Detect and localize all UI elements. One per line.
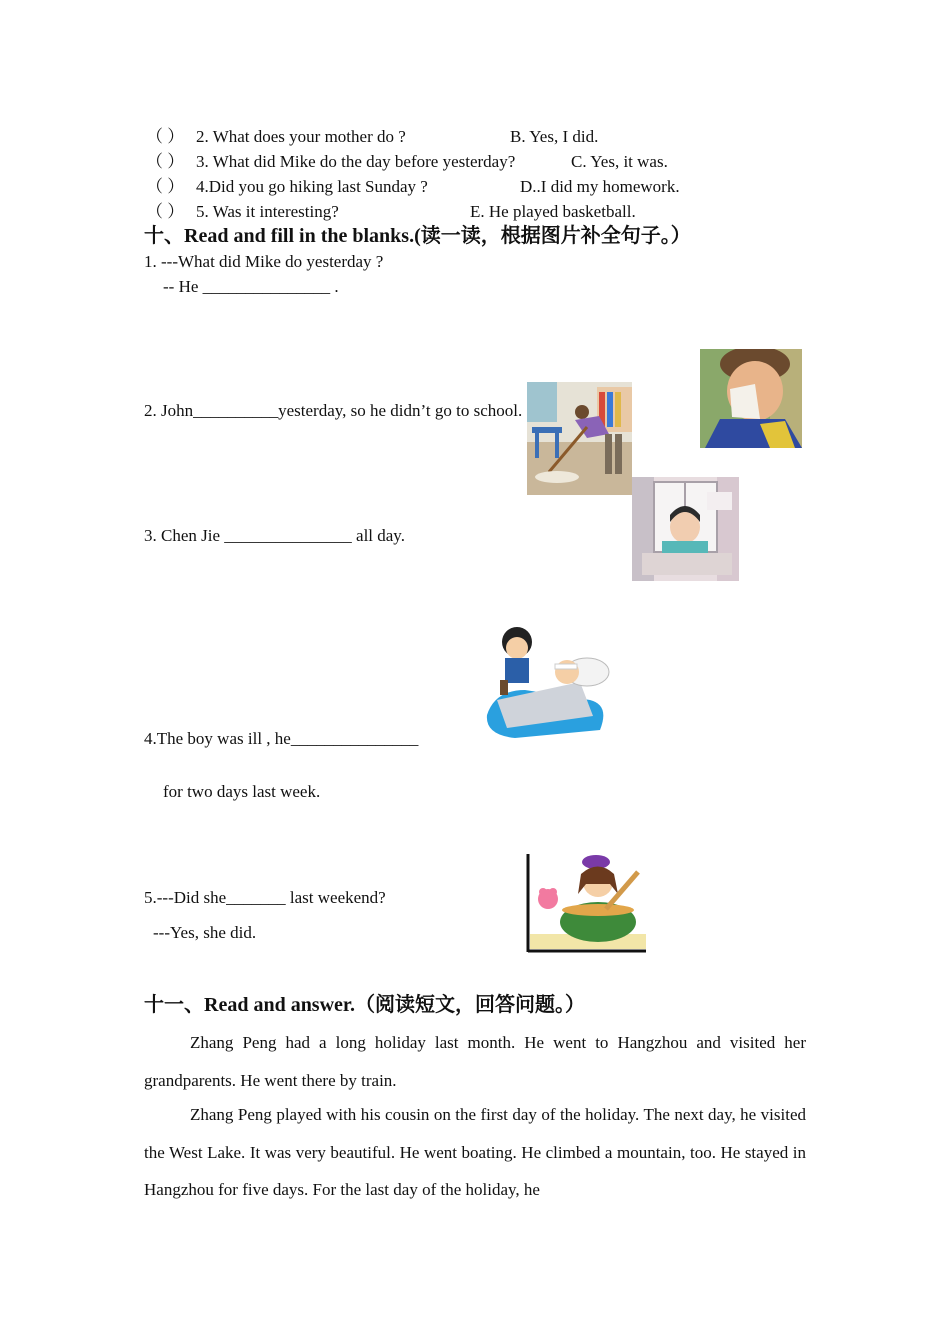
section-10-title: 十、Read and fill in the blanks.(读一读，根据图片补全句子。） xyxy=(144,225,691,247)
question-5-answer: ---Yes, she did. xyxy=(153,923,257,942)
question-1: 1. ---What did Mike do yesterday ? xyxy=(144,252,384,271)
window-girl-image xyxy=(632,477,739,581)
passage-paragraph: Zhang Peng played with his cousin on the first day of the holiday. The next day, he visited the West Lake. It was very beautiful. He went boating. He climbed a mountain, too. He stayed in Hangzhou for five days. For the last day of the holiday, he xyxy=(144,1105,806,1199)
question-4-continued: for two days last week. xyxy=(163,782,321,801)
matching-question: 5. Was it interesting? xyxy=(196,202,339,221)
question-2[interactable]: 2. John__________yesterday, so he didn’t go to school. xyxy=(144,401,523,420)
question-5[interactable]: 5.---Did she_______ last weekend? xyxy=(144,888,386,907)
answer-paren[interactable]: （ ） xyxy=(146,202,185,221)
question-3[interactable]: 3. Chen Jie _______________ all day. xyxy=(144,526,405,545)
matching-question: 4.Did you go hiking last Sunday ? xyxy=(196,177,428,196)
passage-paragraph: Zhang Peng had a long holiday last month. He went to Hangzhou and visited her grandparents. He went there by train. xyxy=(144,1033,806,1090)
cooking-girl-image xyxy=(526,854,646,954)
section-11-title: 十一、Read and answer.（阅读短文，回答问题。） xyxy=(144,994,585,1016)
question-1-answer[interactable]: -- He _______________ . xyxy=(163,277,339,296)
sweeping-floor-image xyxy=(527,382,632,495)
matching-answer: C. Yes, it was. xyxy=(571,152,668,171)
matching-question: 3. What did Mike do the day before yesterday? xyxy=(196,152,516,171)
matching-answer: B. Yes, I did. xyxy=(510,127,599,146)
answer-paren[interactable]: （ ） xyxy=(146,152,185,171)
question-4[interactable]: 4.The boy was ill , he_______________ xyxy=(144,729,419,748)
answer-paren[interactable]: （ ） xyxy=(146,127,185,146)
answer-paren[interactable]: （ ） xyxy=(146,177,185,196)
matching-answer: D..I did my homework. xyxy=(520,177,680,196)
matching-question: 2. What does your mother do ? xyxy=(196,127,406,146)
reading-passage xyxy=(144,1024,806,1209)
sick-boy-image xyxy=(700,349,802,448)
matching-answer: E. He played basketball. xyxy=(470,202,636,221)
sick-in-bed-image xyxy=(485,620,612,740)
